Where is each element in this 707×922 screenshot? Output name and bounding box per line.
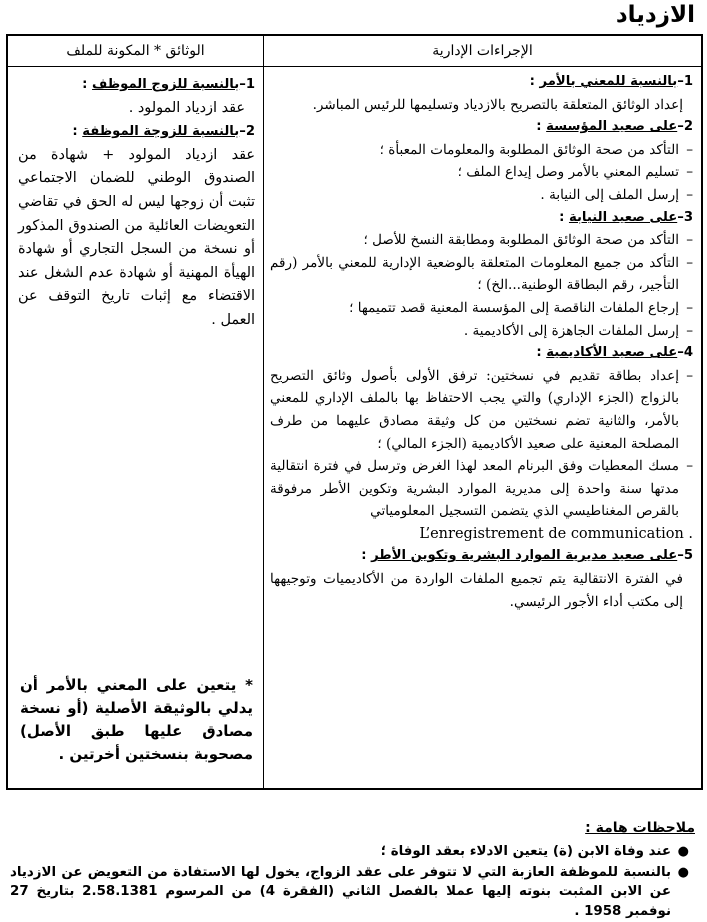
header-procedures: الإجراءات الإدارية	[264, 35, 703, 67]
section-text-concerned: إعداد الوثائق المتعلقة بالتصريح بالازدياد وتسليمها للرئيس المباشر.	[312, 96, 683, 113]
documents-note: * يتعين على المعني بالأمر أن يدلي بالوثيقة الأصلية (أو نسخة مصادق عليها طبق الأصل) مصحوبة بنسختين أخرتين .	[20, 676, 253, 763]
header-documents: الوثائق * المكونة للملف	[7, 35, 264, 67]
procedures-cell	[264, 67, 703, 790]
list-item: – مسك المعطيات وفق البرنام المعد لهذا الغرض وترسل في فترة انتقالية مدتها سنة واحدة إلى مديرية الموارد البشرية وتكوين الأطر مرفوقة بالقرص المغناطيسي الذي يتضمن التسجيل المعلومياتي	[270, 455, 693, 523]
section-head-institution: 2–على صعيد المؤسسة :	[536, 119, 693, 135]
list-item: – التأكد من صحة الوثائق المطلوبة والمعلومات المعبأة ؛	[270, 139, 693, 162]
doc-text-husband: عقد ازدياد المولود .	[128, 99, 245, 116]
list-item: – إعداد بطاقة تقديم في نسختين: ترفق الأولى بأصول وثائق التصريح بالزواج (الجزء الإداري) والتي يجب الاحتفاظ بها بالملف الإداري للمعني بالأمر، والثانية تضم نسختين من كل وثيقة مصادق عليهما من طرف المصلحة المعنية على صعيد الأكاديمية (الجزء المالي) ؛	[270, 365, 693, 455]
list-item: – تسليم المعني بالأمر وصل إيداع الملف ؛	[270, 161, 693, 184]
section-text-hr-directorate: في الفترة الانتقالية يتم تجميع الملفات الواردة من الأكاديميات وتوجيهها إلى مكتب أداء الأجور الرئيسي.	[270, 571, 683, 610]
notes-title: ملاحظات هامة :	[585, 820, 695, 836]
notes-list	[10, 842, 697, 921]
section-head-academy: 4–على صعيد الأكاديمية :	[536, 345, 693, 361]
list-item: ● عند وفاة الابن (ة) يتعين الادلاء بعقد الوفاة ؛	[10, 842, 671, 862]
section-head-delegation: 3–على صعيد النيابة :	[559, 209, 693, 225]
bullet-icon: ●	[677, 844, 689, 859]
section-head-concerned: 1–بالنسبة للمعني بالأمر :	[529, 74, 693, 89]
list-item: – إرسل الملفات الجاهزة إلى الأكاديمية .	[270, 320, 693, 343]
documents-cell	[7, 67, 264, 790]
list-item: – التأكد من صحة الوثائق المطلوبة ومطابقة النسخ للأصل ؛	[270, 229, 693, 252]
list-item: ● بالنسبة للموظفة العازبة التي لا تتوفر على عقد الزواج، يخول لها الاستفادة من التعويض عن الازدياد عن الابن المثبت بنوته إليها عملا بالفصل الثاني (الفقرة 4) من المرسوم 2.58.1381 بتاريخ 27 نوفمبر 1958 .	[10, 864, 689, 919]
important-notes	[10, 820, 697, 922]
doc-head-wife: 2–بالنسبة للزوجة الموظفة :	[72, 124, 255, 140]
procedures-table	[6, 34, 703, 790]
doc-text-wife: عقد ازدياد المولود + شهادة من الصندوق الوطني للضمان الاجتماعي تثبت أن زوجها ليس له الحق في تقاضي التعويضات العائلية من الصندوق المذكور أو نسخة من السجل التجاري أو شهادة الهيأة المهنية أو شهادة عدم الشغل عند الاقتضاء مع إثبات تاريخ التوقف عن العمل .	[18, 146, 255, 328]
list-item: – إرسل الملف إلى النيابة .	[270, 184, 693, 207]
section-head-hr-directorate: 5–على صعيد مديرية الموارد البشرية وتكوين الأطر :	[361, 548, 693, 564]
doc-head-husband: 1–بالنسبة للزوج الموظف :	[82, 77, 255, 92]
bullet-icon: ●	[677, 864, 689, 880]
list-item: – إرجاع الملفات الناقصة إلى المؤسسة المعنية قصد تتميمها ؛	[270, 297, 693, 320]
list-item: – التأكد من جميع المعلومات المتعلقة بالوضعية الإدارية للمعني بالأمر (رقم التأجير، رقم البطاقة الوطنية...الخ) ؛	[270, 252, 693, 297]
page-title: الازدياد	[615, 2, 695, 28]
french-text: L’enregistrement de communication .	[419, 525, 693, 542]
